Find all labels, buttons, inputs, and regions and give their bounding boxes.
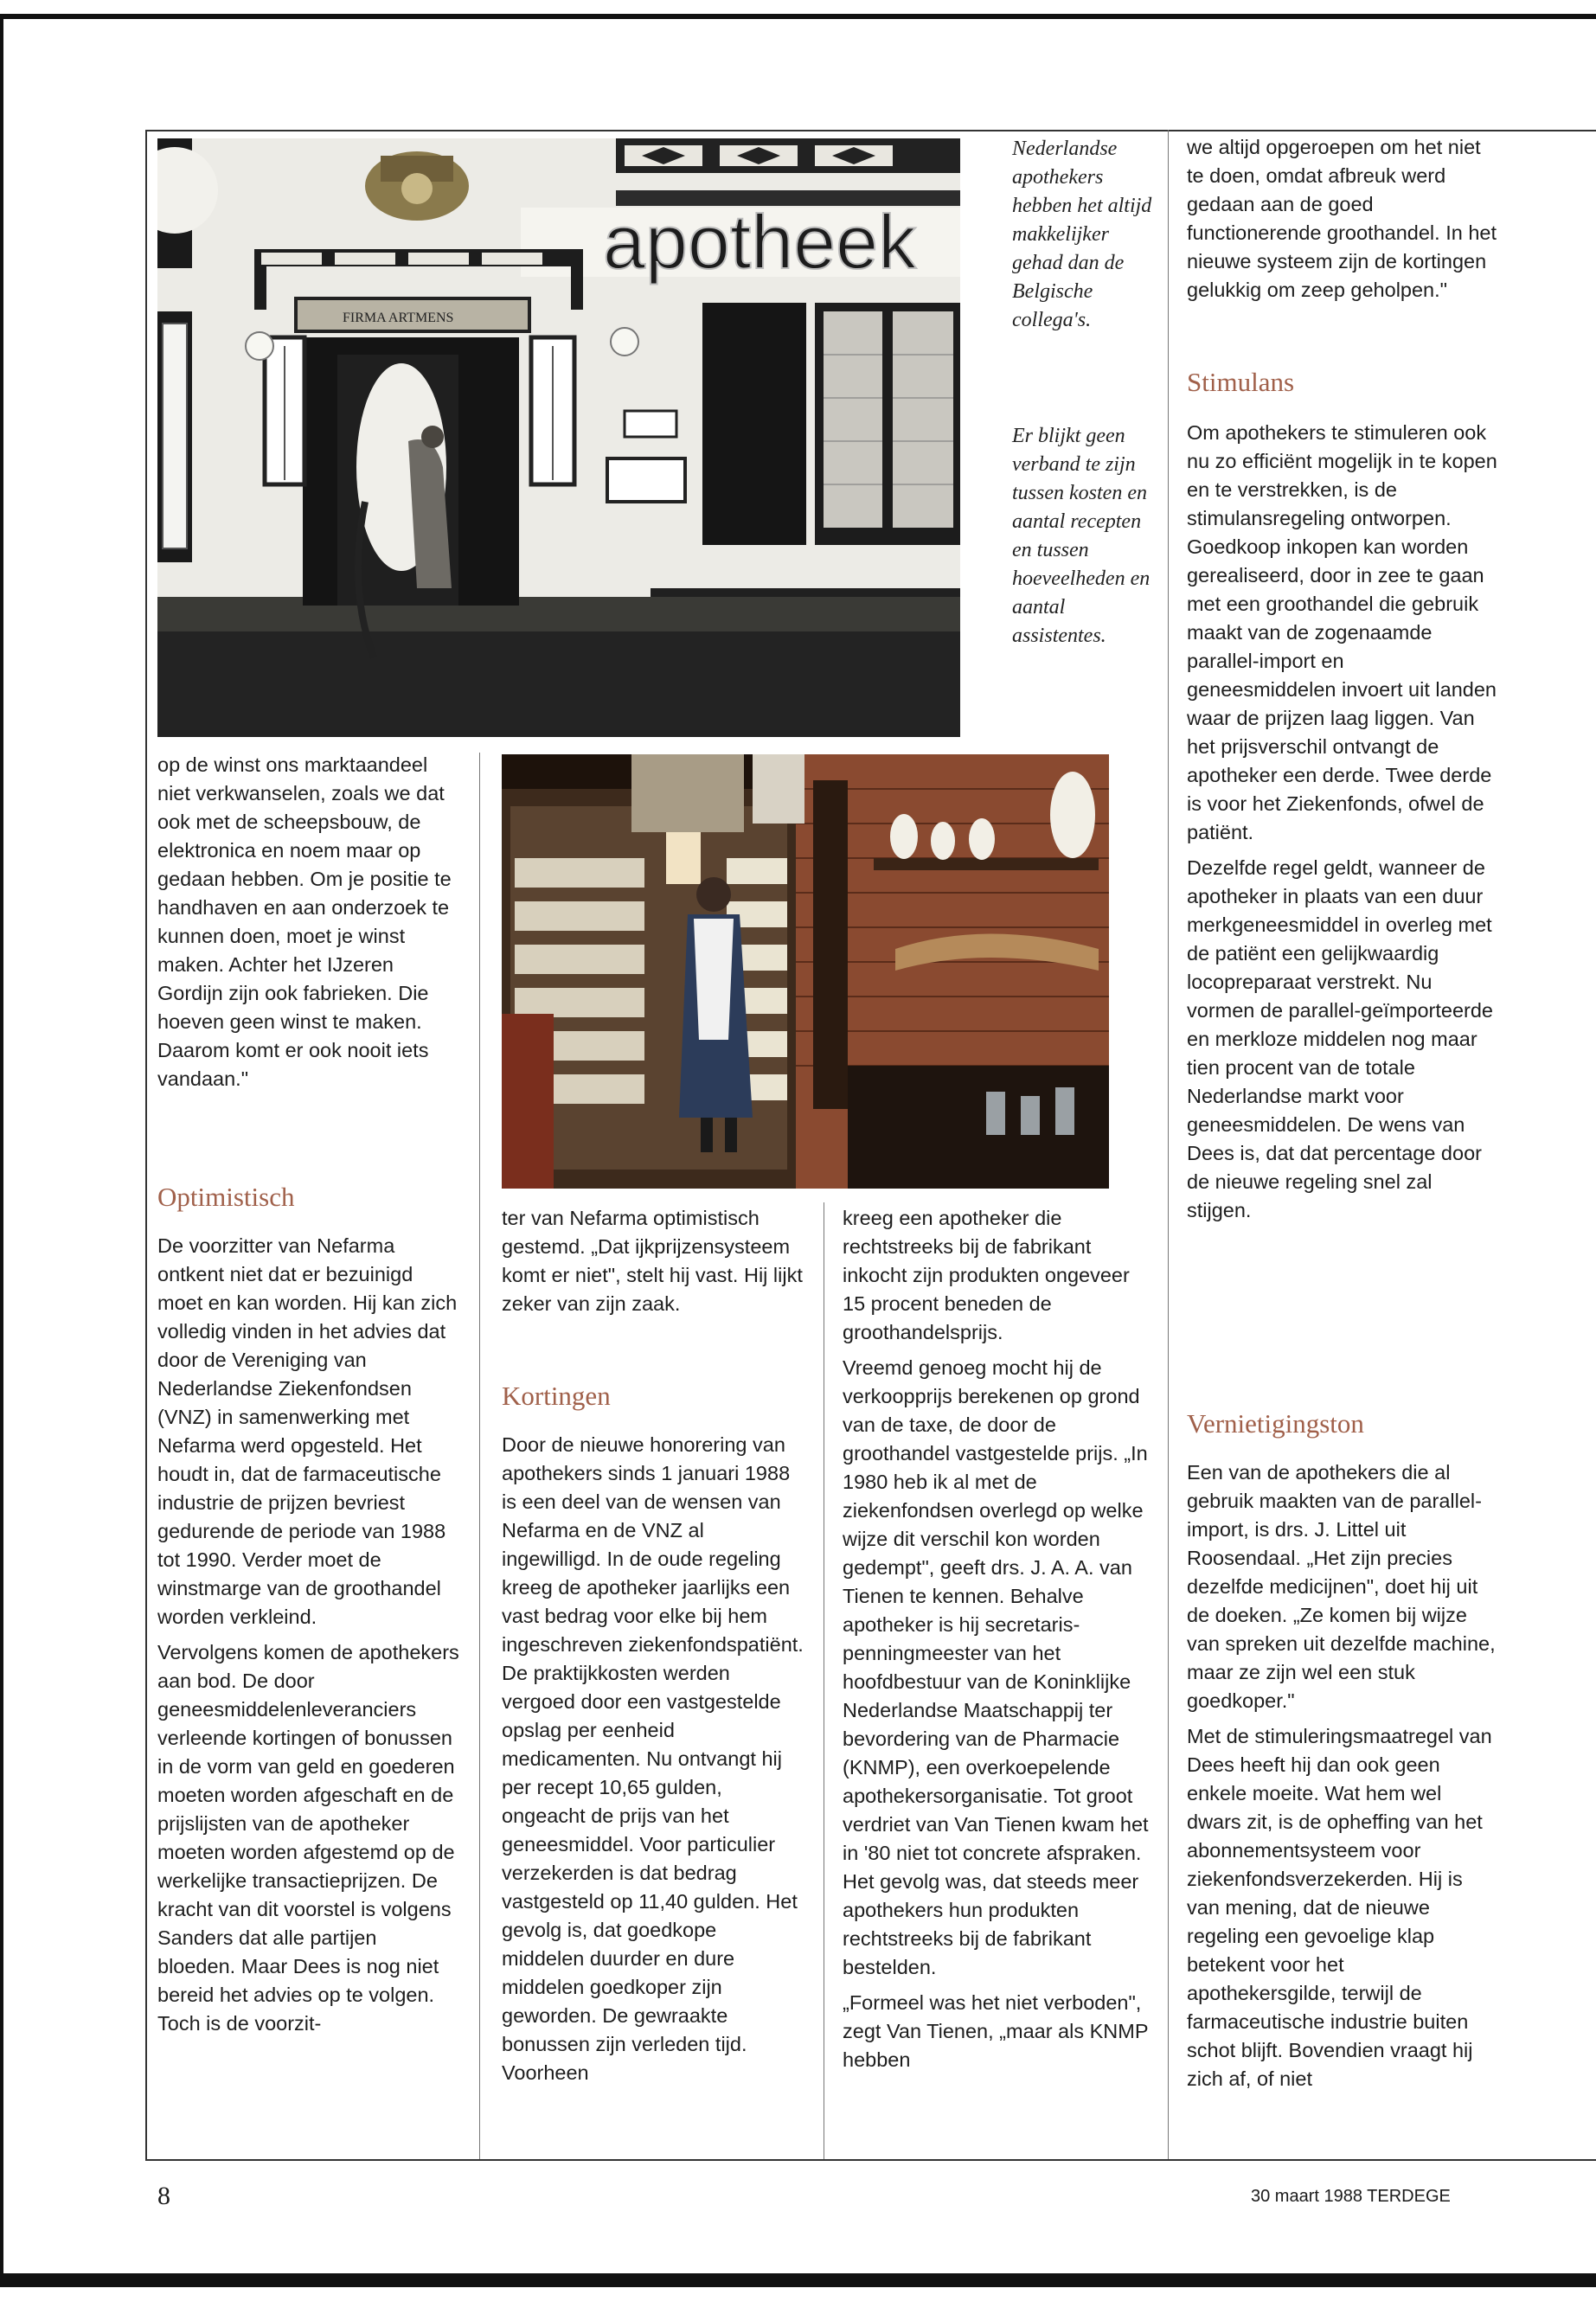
- storefront-sign-text: apotheek: [603, 199, 917, 285]
- issue-date: 30 maart 1988 TERDEGE: [1251, 2187, 1451, 2206]
- column-2-intro: [502, 1204, 804, 1318]
- paragraph: Vreemd genoeg mocht hij de verkoopprijs berekenen op grond van de taxe, de door de groothandel vastgestelde prijs. „In 1980 heb ik al met de ziekenfondsen overlegd op welke wijze dit verschil kon worden gedempt", geeft drs. J. A. A. van Tienen te kennen. Behalve apotheker is hij secretaris-penningmeester van het hoofdbestuur van de Koninklijke Nederlandse Maatschappij ter bevordering van de Pharmacie (KNMP), een overkoepelende apothekersorganisatie. Tot groot verdriet van Van Tienen kwam het in '80 niet tot concrete afspraken. Het gevolg was, dat steeds meer apothekers hun produkten rechtstreeks bij de fabrikant bestelden.: [843, 1356, 1149, 1978]
- column-3-body: [843, 1204, 1150, 2074]
- column-1-intro: [157, 751, 460, 1093]
- page-frame-left: [145, 130, 147, 2161]
- column-2-body: [502, 1431, 804, 2087]
- column-1-body: [157, 1232, 460, 2038]
- paragraph: „Formeel was het niet verboden", zegt Van Tienen, „maar als KNMP hebben: [843, 1991, 1149, 2071]
- caption-verband: Er blijkt geen verband te zijn tussen kosten en aantal recepten en tussen hoeveelheden en aantal assistentes.: [1012, 425, 1151, 647]
- paragraph: Dezelfde regel geldt, wanneer de apotheker in plaats van een duur merkgeneesmiddel in overleg met de patiënt een gelijkwaardig locopreparaat verstrekt. Nu vormen de parallel-geïmporteerde en merkloze middelen nog maar tien procent van de totale Nederlandse markt voor geneesmiddelen. De wens van Dees is, dat dat percentage door de nieuwe regeling snel zal stijgen.: [1187, 856, 1493, 1221]
- column-rule: [479, 753, 480, 2159]
- photo-pharmacy-storefront: [157, 138, 960, 737]
- storefront-illustration: [157, 138, 960, 737]
- column-rule: [1168, 130, 1169, 2159]
- column-4-vernietigingston: [1187, 1458, 1498, 2093]
- interior-illustration: [502, 754, 1109, 1189]
- paragraph: we altijd opgeroepen om het niet te doen, omdat afbreuk werd gedaan aan de goed functionerende groothandel. In het nieuwe systeem zijn de kortingen gelukkig om zeep geholpen.": [1187, 136, 1497, 301]
- paragraph: Met de stimuleringsmaatregel van Dees heeft hij dan ook geen enkele moeite. Wat hem wel dwars zit, is de opheffing van het abonnementsysteem voor ziekenfondsverzekerden. Hij is van mening, dat de nieuwe regeling een gevoelige klap betekent voor het apothekersgilde, terwijl de farmaceutische industrie buiten schot blijft. Bovendien vraagt hij zich af, of niet: [1187, 1725, 1492, 2090]
- paragraph: De voorzitter van Nefarma ontkent niet dat er bezuinigd moet en kan worden. Hij kan zich volledig vinden in het advies dat door de Vereniging van Nederlandse Ziekenfondsen (VNZ) in samenwerking met Nefarma werd opgesteld. Het houdt in, dat de farmaceutische industrie de prijzen bevriest gedurende de periode van 1988 tot 1990. Verder moet de winstmarge van de groothandel worden verkleind.: [157, 1234, 458, 1628]
- paragraph: op de winst ons marktaandeel niet verkwanselen, zoals we dat ook met de scheepsbouw, de elektronica en noem maar op gedaan hebben. Om je positie te handhaven en aan onderzoek te kunnen doen, moet je winst maken. Achter het IJzeren Gordijn zijn ook fabrieken. Die hoeven geen winst te maken. Daarom komt er ook nooit iets vandaan.": [157, 753, 452, 1090]
- scan-edge-bottom: [0, 2273, 1596, 2287]
- page-number: 8: [157, 2182, 170, 2210]
- crown-emblem: [365, 151, 469, 221]
- heading-optimistisch: Optimistisch: [157, 1182, 295, 1212]
- paragraph: Een van de apothekers die al gebruik maakten van de parallel-import, is drs. J. Littel uit Roosendaal. „Het zijn precies dezelfde medicijnen", doet hij uit de doeken. „Ze komen bij wijze van spreken uit dezelfde machine, maar ze zijn wel een stuk goedkoper.": [1187, 1461, 1496, 1712]
- scan-edge-top: [0, 14, 1596, 19]
- paragraph: kreeg een apotheker die rechtstreeks bij de fabrikant inkocht zijn produkten ongeveer 15 procent beneden de groothandelsprijs.: [843, 1207, 1130, 1343]
- paragraph: Door de nieuwe honorering van apothekers sinds 1 januari 1988 is een deel van de wensen van Nefarma en de VNZ al ingewilligd. In de oude regeling kreeg de apotheker jaarlijks een vast bedrag voor elke bij hem ingeschreven ziekenfondspatiënt. De praktijkkosten werden vergoed door een vastgestelde opslag per eenheid medicamenten. Nu ontvangt hij per recept 10,65 gulden, ongeacht de prijs van het geneesmiddel. Voor particulier verzekerden is dat bedrag vastgesteld op 11,40 gulden. Het gevolg is, dat goedkope middelen duurder en dure middelen goedkoper zijn geworden. De gewraakte bonussen zijn verleden tijd. Voorheen: [502, 1433, 804, 2084]
- heading-stimulans: Stimulans: [1187, 367, 1295, 397]
- scan-edge-left: [0, 14, 3, 2280]
- column-4-intro: [1187, 133, 1498, 304]
- caption-apothekers: Nederlandse apothekers hebben het altijd makkelijker gehad dan de Belgische collega's.: [1012, 138, 1152, 331]
- paragraph: ter van Nefarma optimistisch gestemd. „Dat ijkprijzensysteem komt er niet", stelt hij vast. Hij lijkt zeker van zijn zaak.: [502, 1207, 803, 1315]
- photo-pharmacy-interior: [502, 754, 1109, 1189]
- paragraph: Vervolgens komen de apothekers aan bod. De door geneesmiddelenleveranciers verleende kortingen of bonussen in de vorm van geld en goederen moeten worden afgeschaft en de prijslijsten van de apotheker moeten worden afgestemd op de werkelijke transactieprijzen. De kracht van dit voorstel is volgens Sanders dat alle partijen bloeden. Maar Dees is nog niet bereid het advies op te volgen. Toch is de voorzit-: [157, 1641, 459, 2035]
- heading-vernietigingston: Vernietigingston: [1187, 1408, 1364, 1439]
- paragraph: Om apothekers te stimuleren ook nu zo efficiënt mogelijk in te kopen en te verstrekken, is de stimulansregeling ontworpen. Goedkoop inkopen kan worden gerealiseerd, door in zee te gaan met een groothandel die gebruik maakt van de zogenaamde parallel-import en geneesmiddelen invoert uit landen waar de prijzen laag liggen. Van het prijsverschil ontvangt de apotheker een derde. Twee derde is voor het Ziekenfonds, ofwel de patiënt.: [1187, 421, 1497, 843]
- door-board-text: FIRMA ARTMENS: [343, 311, 454, 325]
- page-frame-top: [145, 130, 1596, 131]
- heading-kortingen: Kortingen: [502, 1381, 611, 1411]
- page-frame-bottom: [145, 2159, 1596, 2161]
- column-4-stimulans: [1187, 419, 1498, 1225]
